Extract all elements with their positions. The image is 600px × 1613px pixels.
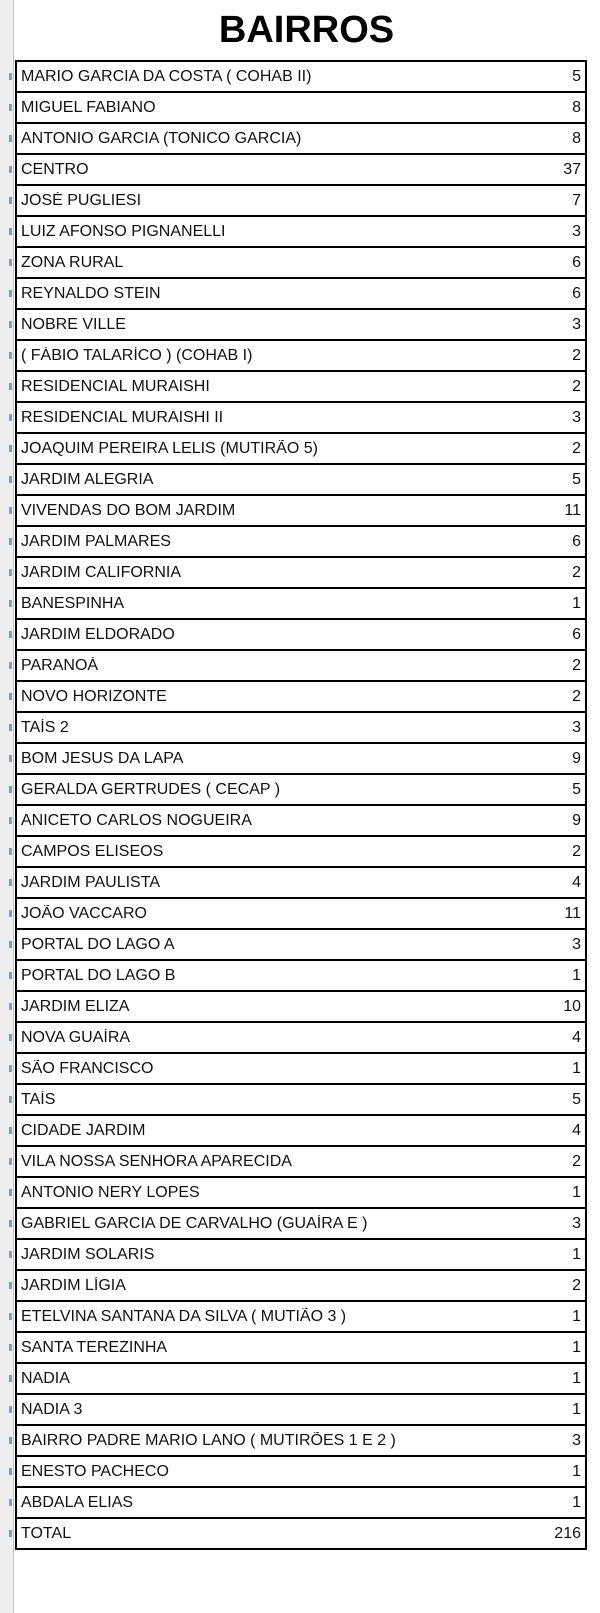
neighborhood-name-cell[interactable]: RESIDENCIAL MURAISHI II [21,408,224,426]
row-header-marker[interactable] [0,1302,13,1331]
count-cell[interactable]: 1 [572,966,581,984]
table-row[interactable] [17,651,585,682]
neighborhood-name-cell[interactable]: CIDADE JARDIM [21,1121,146,1139]
neighborhood-name-cell[interactable]: VIVENDAS DO BOM JARDIM [21,501,236,519]
count-cell[interactable]: 5 [572,67,581,85]
table-row[interactable] [17,341,585,372]
row-header-marker[interactable] [0,775,13,804]
neighborhood-name-cell[interactable]: GERALDA GERTRUDES ( CECAP ) [21,780,281,798]
row-header-marker[interactable] [0,806,13,835]
table-row[interactable] [17,930,585,961]
count-cell[interactable]: 5 [572,470,581,488]
row-header-marker[interactable] [0,1364,13,1393]
row-header-marker[interactable] [0,372,13,401]
table-row[interactable] [17,1302,585,1333]
neighborhood-name-cell[interactable]: ( FÁBIO TALARÍCO ) (COHAB I) [21,346,253,364]
table-row[interactable] [17,1488,585,1519]
neighborhood-name-cell[interactable]: ABDALA ELIAS [21,1493,134,1511]
neighborhood-name-cell[interactable]: ANTONIO NERY LOPES [21,1183,200,1201]
row-header-marker[interactable] [0,1054,13,1083]
row-header-marker[interactable] [0,899,13,928]
row-header-marker[interactable] [0,713,13,742]
row-header-marker[interactable] [0,1488,13,1517]
table-row[interactable] [17,465,585,496]
row-header-marker[interactable] [0,62,13,91]
count-cell[interactable]: 2 [572,439,581,457]
count-cell[interactable]: 1 [572,1059,581,1077]
count-cell[interactable]: 1 [572,1338,581,1356]
count-cell[interactable]: 8 [572,98,581,116]
row-header-marker[interactable] [0,465,13,494]
row-header-marker[interactable] [0,1209,13,1238]
count-cell[interactable]: 9 [572,811,581,829]
count-cell[interactable]: 6 [572,625,581,643]
neighborhood-name-cell[interactable]: JARDIM LÍGIA [21,1276,126,1294]
count-cell[interactable]: 7 [572,191,581,209]
table-row[interactable] [17,1395,585,1426]
row-header-marker[interactable] [0,248,13,277]
count-cell[interactable]: 4 [572,1121,581,1139]
neighborhood-name-cell[interactable]: LUIZ AFONSO PIGNANELLI [21,222,226,240]
count-cell[interactable]: 1 [572,594,581,612]
neighborhood-name-cell[interactable]: ETELVINA SANTANA DA SILVA ( MUTIÃO 3 ) [21,1307,347,1325]
row-header-marker[interactable] [0,1271,13,1300]
table-row[interactable] [17,868,585,899]
table-row[interactable] [17,558,585,589]
count-cell[interactable]: 2 [572,687,581,705]
neighborhood-name-cell[interactable]: CENTRO [21,160,89,178]
neighborhood-name-cell[interactable]: PORTAL DO LAGO A [21,935,175,953]
row-header-marker[interactable] [0,93,13,122]
neighborhood-table [15,60,587,1550]
count-cell[interactable]: 216 [554,1524,581,1542]
neighborhood-name-cell[interactable]: TAÍS 2 [21,718,69,736]
table-row[interactable] [17,1116,585,1147]
neighborhood-name-cell[interactable]: ANICETO CARLOS NOGUEIRA [21,811,252,829]
table-row[interactable] [17,496,585,527]
neighborhood-name-cell[interactable]: JARDIM PAULISTA [21,873,160,891]
row-header-marker[interactable] [0,1147,13,1176]
table-row[interactable] [17,1178,585,1209]
table-row[interactable] [17,1271,585,1302]
neighborhood-name-cell[interactable]: JOÃO VACCARO [21,904,147,922]
row-header-marker[interactable] [0,1519,13,1548]
count-cell[interactable]: 3 [572,1431,581,1449]
row-header-marker[interactable] [0,744,13,773]
neighborhood-name-cell[interactable]: ANTONIO GARCIA (TONICO GARCIA) [21,129,302,147]
neighborhood-name-cell[interactable]: JARDIM CALIFORNIA [21,563,182,581]
row-header-marker[interactable] [0,1240,13,1269]
table-row[interactable] [17,899,585,930]
row-header-marker[interactable] [0,217,13,246]
neighborhood-name-cell[interactable]: RESIDENCIAL MURAISHI [21,377,210,395]
table-row[interactable] [17,589,585,620]
table-row[interactable] [17,620,585,651]
count-cell[interactable]: 6 [572,284,581,302]
row-header-marker[interactable] [0,620,13,649]
row-header-marker[interactable] [0,651,13,680]
neighborhood-name-cell[interactable]: NOBRE VILLE [21,315,126,333]
neighborhood-name-cell[interactable]: NOVA GUAÍRA [21,1028,131,1046]
count-cell[interactable]: 3 [572,315,581,333]
row-header-marker[interactable] [0,1457,13,1486]
count-cell[interactable]: 2 [572,377,581,395]
neighborhood-name-cell[interactable]: PORTAL DO LAGO B [21,966,176,984]
neighborhood-name-cell[interactable]: GABRIEL GARCIA DE CARVALHO (GUAÍRA E ) [21,1214,368,1232]
neighborhood-name-cell[interactable]: PARANOÁ [21,656,99,674]
count-cell[interactable]: 3 [572,935,581,953]
count-cell[interactable]: 9 [572,749,581,767]
row-header-marker[interactable] [0,1085,13,1114]
neighborhood-name-cell[interactable]: BAIRRO PADRE MARIO LANO ( MUTIRÕES 1 E 2 ) [21,1431,396,1449]
table-row[interactable] [17,310,585,341]
sheet-title[interactable]: BAIRROS [218,8,395,51]
neighborhood-name-cell[interactable]: JARDIM SOLARIS [21,1245,155,1263]
table-row[interactable] [17,806,585,837]
neighborhood-name-cell[interactable]: BANESPINHA [21,594,125,612]
table-row[interactable] [17,527,585,558]
count-cell[interactable]: 4 [572,873,581,891]
row-header-marker[interactable] [0,186,13,215]
count-cell[interactable]: 10 [563,997,581,1015]
neighborhood-name-cell[interactable]: JOSÉ PUGLIESI [21,191,142,209]
row-header-marker[interactable] [0,496,13,525]
table-row[interactable] [17,1085,585,1116]
row-header-marker[interactable] [0,341,13,370]
neighborhood-name-cell[interactable]: NADIA 3 [21,1400,83,1418]
row-header-marker[interactable] [0,837,13,866]
table-row[interactable] [17,837,585,868]
count-cell[interactable]: 1 [572,1400,581,1418]
row-header-marker[interactable] [0,930,13,959]
row-header-column [0,0,14,1613]
neighborhood-name-cell[interactable]: JARDIM ELDORADO [21,625,175,643]
count-cell[interactable]: 3 [572,1214,581,1232]
table-row[interactable] [17,1209,585,1240]
table-row[interactable] [17,1054,585,1085]
count-cell[interactable]: 1 [572,1245,581,1263]
table-row[interactable] [17,186,585,217]
table-row[interactable] [17,403,585,434]
row-header-marker[interactable] [0,1426,13,1455]
row-header-marker[interactable] [0,682,13,711]
count-cell[interactable]: 1 [572,1369,581,1387]
row-header-marker[interactable] [0,1116,13,1145]
table-row[interactable] [17,217,585,248]
row-header-marker[interactable] [0,155,13,184]
row-header-marker[interactable] [0,868,13,897]
neighborhood-name-cell[interactable]: NADIA [21,1369,70,1387]
neighborhood-name-cell[interactable]: CAMPOS ELISEOS [21,842,164,860]
neighborhood-name-cell[interactable]: NOVO HORIZONTE [21,687,167,705]
count-cell[interactable]: 2 [572,1276,581,1294]
neighborhood-name-cell[interactable]: SANTA TEREZINHA [21,1338,168,1356]
row-header-marker[interactable] [0,124,13,153]
count-cell[interactable]: 11 [564,501,581,519]
table-row[interactable] [17,279,585,310]
row-header-marker[interactable] [0,434,13,463]
table-row[interactable] [17,961,585,992]
count-cell[interactable]: 37 [563,160,581,178]
table-row[interactable] [17,372,585,403]
neighborhood-name-cell[interactable]: ENESTO PACHECO [21,1462,169,1480]
row-header-marker[interactable] [0,992,13,1021]
neighborhood-name-cell[interactable]: JARDIM ELIZA [21,997,130,1015]
neighborhood-name-cell[interactable]: JARDIM PALMARES [21,532,171,550]
table-row[interactable] [17,93,585,124]
count-cell[interactable]: 3 [572,222,581,240]
count-cell[interactable]: 6 [572,532,581,550]
count-cell[interactable]: 1 [572,1307,581,1325]
row-header-marker[interactable] [0,1178,13,1207]
table-row[interactable] [17,124,585,155]
count-cell[interactable]: 3 [572,408,581,426]
count-cell[interactable]: 11 [564,904,581,922]
table-row[interactable] [17,713,585,744]
table-row[interactable] [17,1364,585,1395]
count-cell[interactable]: 2 [572,842,581,860]
table-row[interactable] [17,682,585,713]
row-header-marker[interactable] [0,403,13,432]
table-row[interactable] [17,1147,585,1178]
count-cell[interactable]: 5 [572,1090,581,1108]
count-cell[interactable]: 3 [572,718,581,736]
neighborhood-name-cell[interactable]: JOAQUIM PEREIRA LELIS (MUTIRÃO 5) [21,439,318,457]
neighborhood-name-cell[interactable]: SÃO FRANCISCO [21,1059,154,1077]
row-header-marker[interactable] [0,279,13,308]
count-cell[interactable]: 4 [572,1028,581,1046]
neighborhood-name-cell[interactable]: ZONA RURAL [21,253,124,271]
count-cell[interactable]: 5 [572,780,581,798]
count-cell[interactable]: 1 [572,1462,581,1480]
total-row[interactable] [17,1519,585,1550]
count-cell[interactable]: 8 [572,129,581,147]
neighborhood-name-cell[interactable]: TAÍS [21,1090,56,1108]
table-row[interactable] [17,1023,585,1054]
count-cell[interactable]: 2 [572,656,581,674]
table-row[interactable] [17,1426,585,1457]
table-row[interactable] [17,155,585,186]
count-cell[interactable]: 2 [572,346,581,364]
neighborhood-name-cell[interactable]: VILA NOSSA SENHORA APARECIDA [21,1152,292,1170]
row-header-marker[interactable] [0,589,13,618]
neighborhood-name-cell[interactable]: MIGUEL FABIANO [21,98,156,116]
neighborhood-name-cell[interactable]: REYNALDO STEIN [21,284,161,302]
row-header-marker[interactable] [0,961,13,990]
table-row[interactable] [17,992,585,1023]
row-header-marker[interactable] [0,558,13,587]
table-row[interactable] [17,62,585,93]
neighborhood-name-cell[interactable]: TOTAL [21,1524,72,1542]
count-cell[interactable]: 6 [572,253,581,271]
table-row[interactable] [17,1333,585,1364]
count-cell[interactable]: 1 [572,1183,581,1201]
table-row[interactable] [17,434,585,465]
row-header-marker[interactable] [0,1333,13,1362]
neighborhood-name-cell[interactable]: JARDIM ALEGRIA [21,470,154,488]
table-row[interactable] [17,775,585,806]
row-header-marker[interactable] [0,310,13,339]
count-cell[interactable]: 2 [572,1152,581,1170]
row-header-marker[interactable] [0,1023,13,1052]
neighborhood-name-cell[interactable]: BOM JESUS DA LAPA [21,749,184,767]
table-row[interactable] [17,248,585,279]
row-header-marker[interactable] [0,1395,13,1424]
neighborhood-name-cell[interactable]: MARIO GARCIA DA COSTA ( COHAB II) [21,67,312,85]
row-header-marker[interactable] [0,527,13,556]
count-cell[interactable]: 1 [572,1493,581,1511]
table-row[interactable] [17,1457,585,1488]
table-row[interactable] [17,744,585,775]
count-cell[interactable]: 2 [572,563,581,581]
table-row[interactable] [17,1240,585,1271]
